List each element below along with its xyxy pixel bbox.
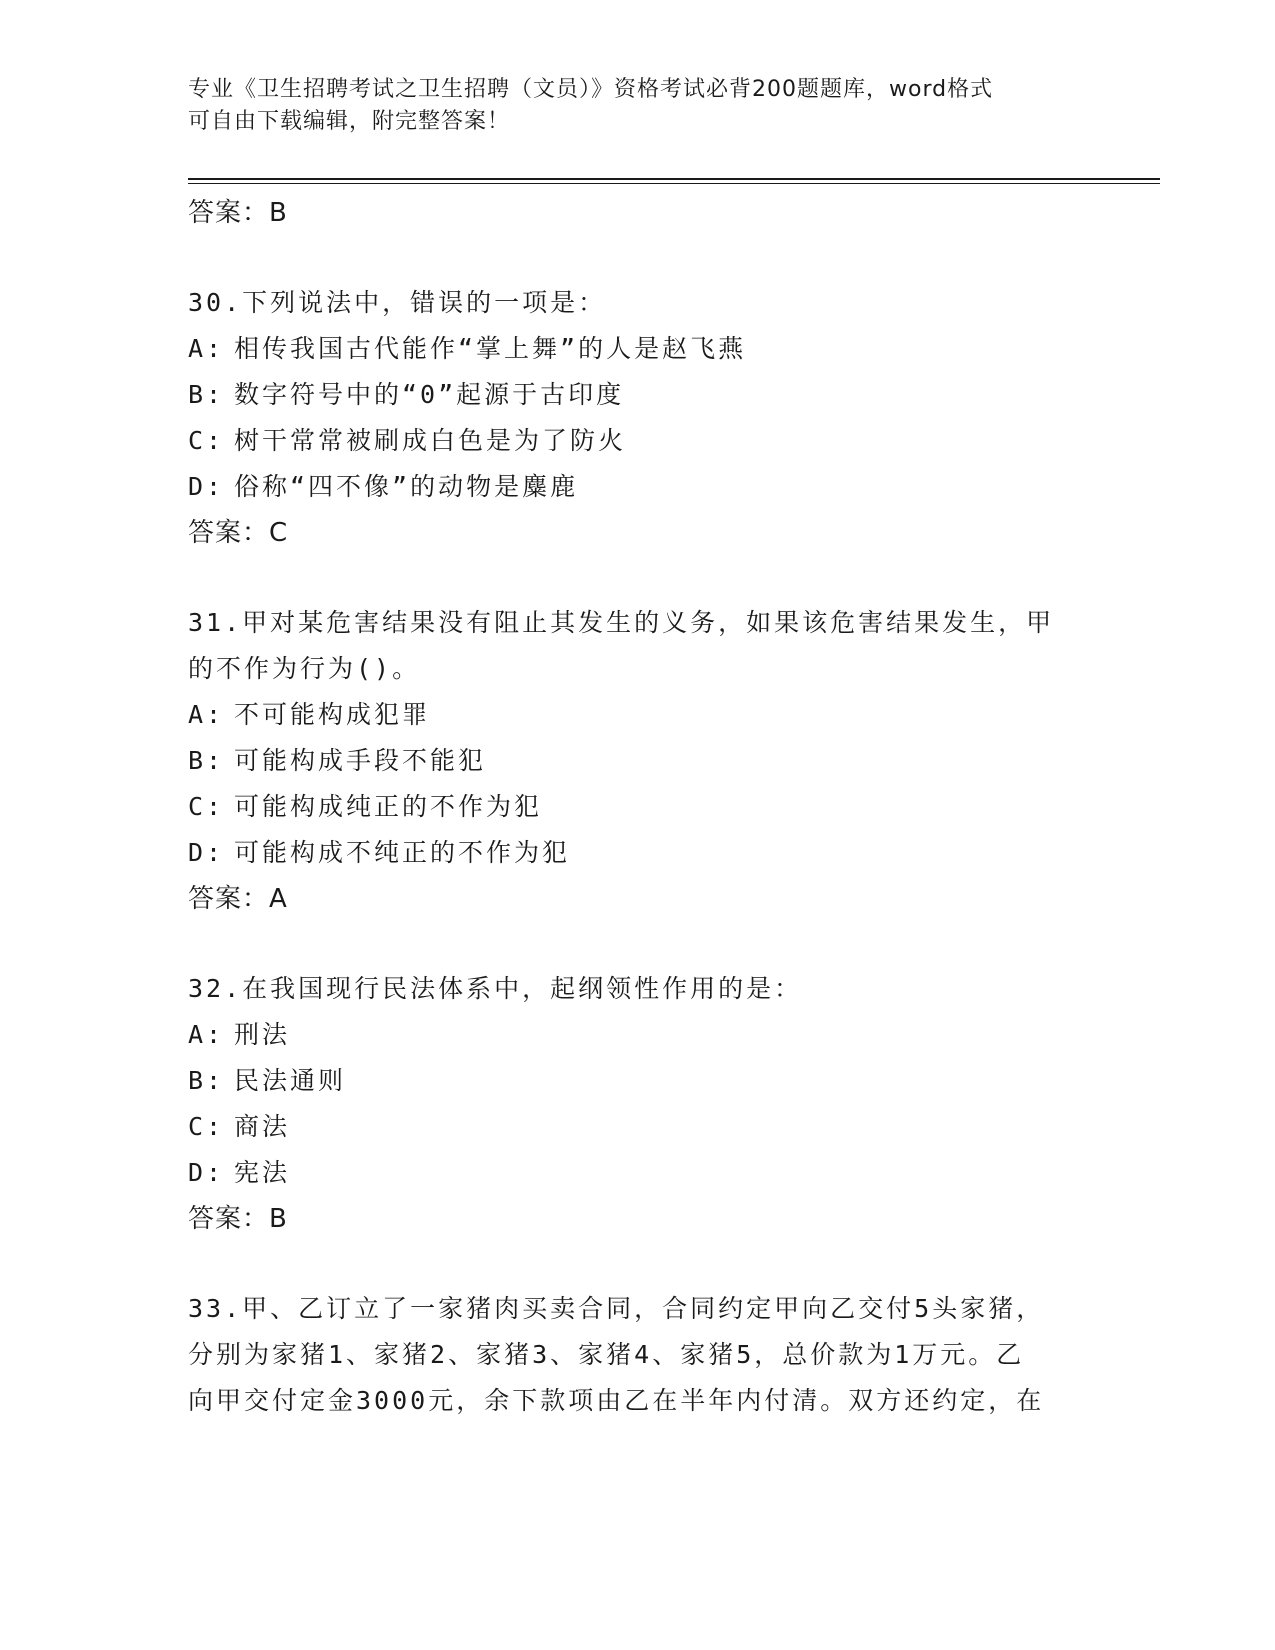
- option-d: [188, 464, 1088, 510]
- option-text: 可能构成纯正的不作为犯: [234, 792, 543, 821]
- option-text: 可能构成手段不能犯: [234, 746, 487, 775]
- spacer: [188, 922, 1088, 966]
- option-c: [188, 418, 1088, 464]
- option-text: 宪法: [234, 1158, 291, 1187]
- question-stem-continued: 向甲交付定金3000元，余下款项由乙在半年内付清。双方还约定，在: [188, 1386, 1045, 1415]
- option-text: 树干常常被刷成白色是为了防火: [234, 426, 627, 455]
- option-c: [188, 784, 1088, 830]
- option-c: [188, 1104, 1088, 1150]
- question-stem: 33.甲、乙订立了一家猪肉买卖合同，合同约定甲向乙交付5头家猪，: [188, 1294, 1045, 1323]
- document-header: [188, 74, 1088, 138]
- option-a: [188, 692, 1088, 738]
- option-text: 民法通则: [234, 1066, 347, 1095]
- answer-line: 答案：A: [188, 884, 288, 914]
- option-key: C:: [188, 426, 225, 455]
- option-text: 刑法: [234, 1020, 291, 1049]
- header-line-2: 可自由下载编辑，附完整答案！: [188, 109, 511, 134]
- option-text: 可能构成不纯正的不作为犯: [234, 838, 571, 867]
- spacer: [188, 1242, 1088, 1286]
- question-stem: 30.下列说法中，错误的一项是：: [188, 288, 607, 317]
- question-block: [188, 1286, 1088, 1424]
- option-text: 俗称“四不像”的动物是麋鹿: [234, 472, 579, 501]
- spacer: [188, 236, 1088, 280]
- option-key: A:: [188, 334, 225, 363]
- option-key: D:: [188, 838, 225, 867]
- option-text: 商法: [234, 1112, 291, 1141]
- header-divider-thin: [188, 183, 1160, 184]
- spacer: [188, 556, 1088, 600]
- answer-line: 答案：B: [188, 198, 288, 228]
- option-text: 不可能构成犯罪: [234, 700, 431, 729]
- question-stem: 31.甲对某危害结果没有阻止其发生的义务，如果该危害结果发生，甲: [188, 608, 1055, 637]
- option-key: B:: [188, 1066, 225, 1095]
- option-key: B:: [188, 746, 225, 775]
- option-text: 相传我国古代能作“掌上舞”的人是赵飞燕: [234, 334, 747, 363]
- option-key: A:: [188, 700, 225, 729]
- option-key: C:: [188, 792, 225, 821]
- answer-line: 答案：C: [188, 518, 289, 548]
- option-b: [188, 372, 1088, 418]
- question-block: [188, 280, 1088, 556]
- option-b: [188, 738, 1088, 784]
- header-line-1: 专业《卫生招聘考试之卫生招聘（文员）》资格考试必背200题题库，word格式: [188, 77, 994, 102]
- question-stem-continued: 分别为家猪1、家猪2、家猪3、家猪4、家猪5，总价款为1万元。乙: [188, 1340, 1025, 1369]
- option-b: [188, 1058, 1088, 1104]
- question-list: [188, 190, 1088, 1424]
- option-key: C:: [188, 1112, 225, 1141]
- option-text: 数字符号中的“0”起源于古印度: [234, 380, 625, 409]
- option-key: B:: [188, 380, 225, 409]
- question-block: [188, 600, 1088, 922]
- option-key: D:: [188, 472, 225, 501]
- answer-line: 答案：B: [188, 1204, 288, 1234]
- question-stem-continued: 的不作为行为()。: [188, 654, 421, 683]
- option-a: [188, 326, 1088, 372]
- question-block: [188, 966, 1088, 1242]
- option-a: [188, 1012, 1088, 1058]
- question-stem: 32.在我国现行民法体系中，起纲领性作用的是：: [188, 974, 803, 1003]
- option-key: A:: [188, 1020, 225, 1049]
- option-key: D:: [188, 1158, 225, 1187]
- header-divider-thick: [188, 178, 1160, 180]
- option-d: [188, 830, 1088, 876]
- option-d: [188, 1150, 1088, 1196]
